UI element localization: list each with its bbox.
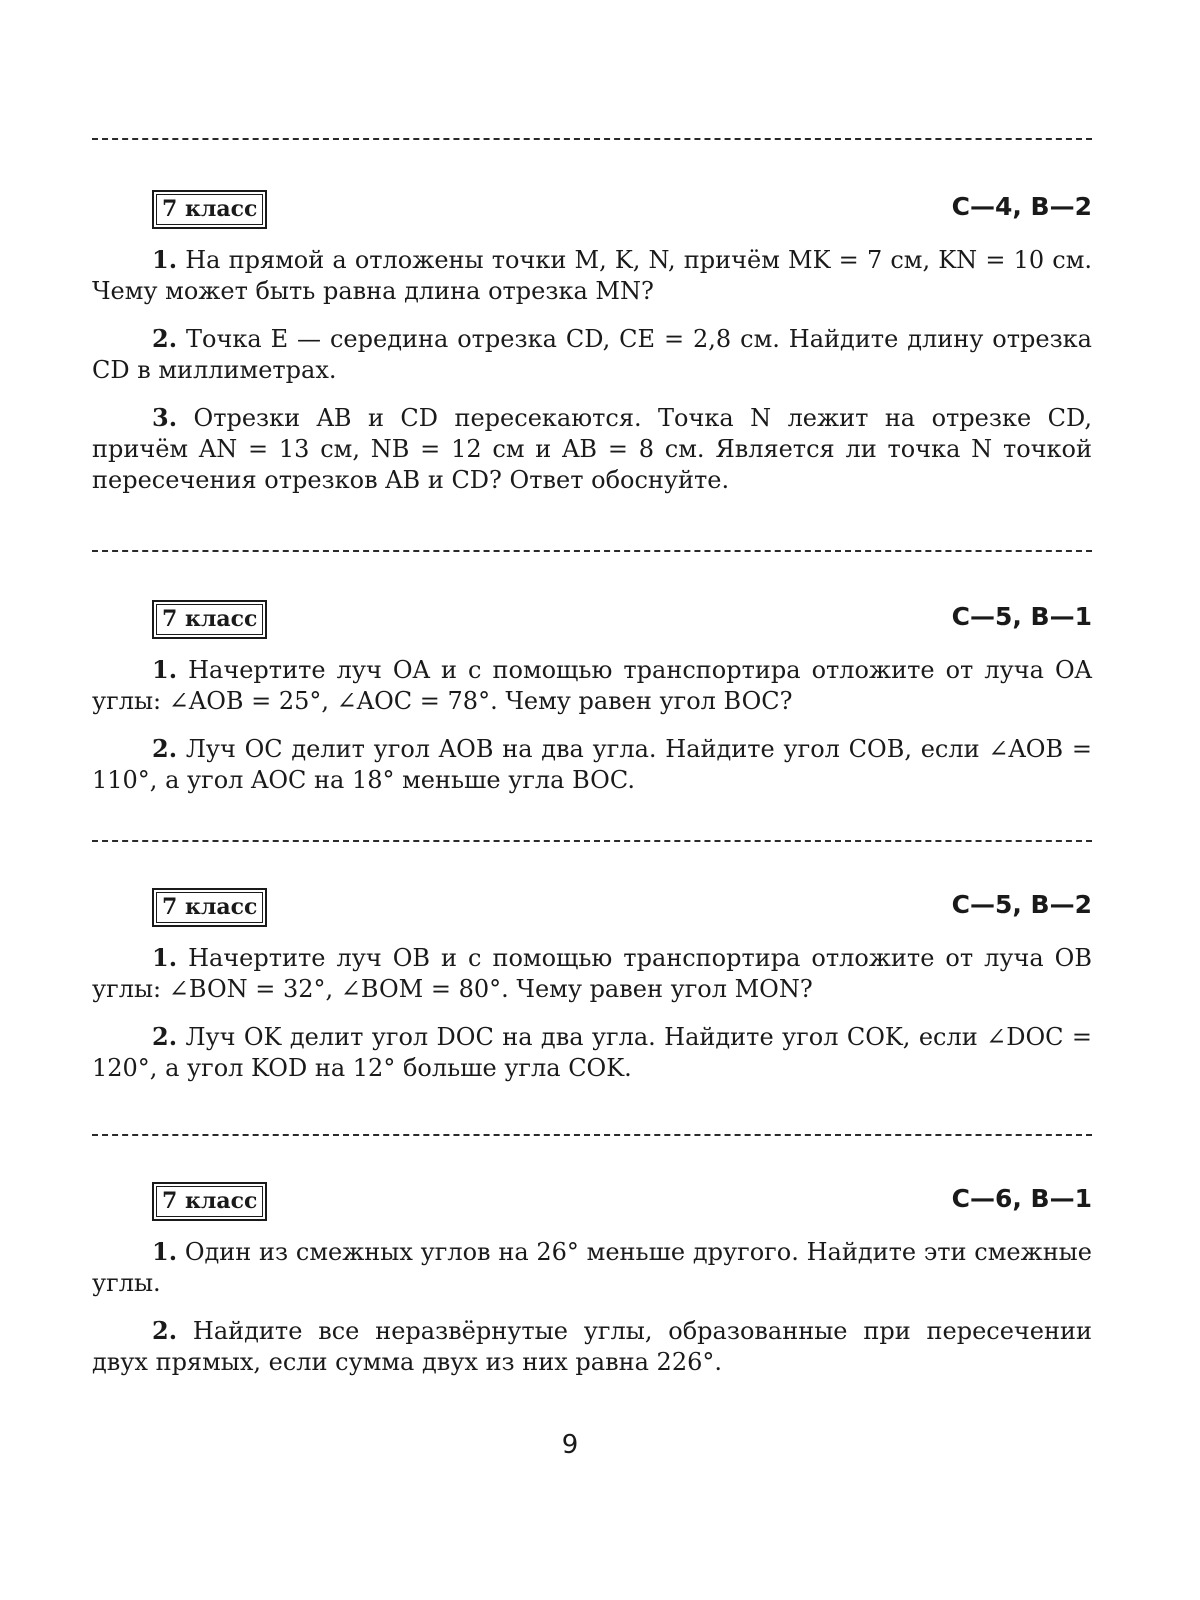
grade-box: 7 класс [152,888,267,927]
section-header [92,1182,1092,1224]
task-number: 1. [152,655,178,684]
cut-line [92,550,1092,552]
task-text: Луч OK делит угол DOC на два угла. Найдите угол COK, если ∠DOC = 120°, а угол KOD на 12° больше угла COK. [92,1023,1092,1082]
task [92,323,1092,386]
section-header [92,600,1092,642]
task [92,733,1092,796]
task-text: Один из смежных углов на 26° меньше другого. Найдите эти смежные углы. [92,1238,1092,1297]
task [92,942,1092,1005]
task [92,402,1092,496]
task-number: 1. [152,245,178,274]
task-text: Найдите все неразвёрнутые углы, образованные при пересечении двух прямых, если сумма двух из них равна 226°. [92,1317,1092,1376]
grade-box: 7 класс [152,600,267,639]
task-text: На прямой a отложены точки M, K, N, причём MK = 7 см, KN = 10 см. Чему может быть равна длина отрезка MN? [92,246,1092,305]
task [92,1236,1092,1299]
section-s6-v1 [92,1182,1092,1378]
variant-code: С—5, В—2 [951,890,1092,919]
grade-box: 7 класс [152,1182,267,1221]
task-number: 2. [152,324,178,353]
task-text: Начертите луч OA и с помощью транспортира отложите от луча OA углы: ∠AOB = 25°, ∠AOC = 78°. Чему равен угол BOC? [92,656,1092,715]
task-text: Начертите луч OB и с помощью транспортира отложите от луча OB углы: ∠BON = 32°, ∠BOM = 80°. Чему равен угол MON? [92,944,1092,1003]
variant-code: С—5, В—1 [951,602,1092,631]
variant-code: С—4, В—2 [951,192,1092,221]
task [92,654,1092,717]
section-header [92,190,1092,232]
grade-box: 7 класс [152,190,267,229]
variant-code: С—6, В—1 [951,1184,1092,1213]
task-text: Луч OC делит угол AOB на два угла. Найдите угол COB, если ∠AOB = 110°, а угол AOC на 18° меньше угла BOC. [92,735,1092,794]
section-s5-v2 [92,888,1092,1084]
cut-line [92,1134,1092,1136]
section-s4-v2 [92,190,1092,496]
task-number: 3. [152,403,178,432]
cut-line [92,840,1092,842]
task [92,1021,1092,1084]
task-text: Отрезки AB и CD пересекаются. Точка N лежит на отрезке CD, причём AN = 13 см, NB = 12 см и AB = 8 см. Является ли точка N точкой пересечения отрезков AB и CD? Ответ обоснуйте. [92,404,1092,494]
task [92,244,1092,307]
task-number: 2. [152,1316,178,1345]
task-number: 2. [152,1022,178,1051]
section-header [92,888,1092,930]
section-s5-v1 [92,600,1092,796]
task-number: 1. [152,943,178,972]
page-number: 9 [561,1430,579,1460]
task-number: 2. [152,734,178,763]
cut-line [92,138,1092,140]
task-number: 1. [152,1237,178,1266]
task-text: Точка E — середина отрезка CD, CE = 2,8 см. Найдите длину отрезка CD в миллиметрах. [92,325,1092,384]
task [92,1315,1092,1378]
